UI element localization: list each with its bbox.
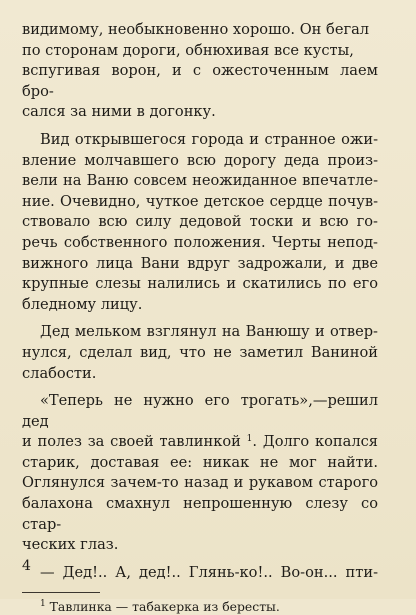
text-line: старик, доставая ее: никак не мог найти. bbox=[22, 453, 378, 471]
text-line: ческих глаз. bbox=[22, 536, 119, 554]
text-line: Дед мельком взглянул на Ванюшу и отвер- bbox=[40, 323, 378, 341]
text-line: сался за ними в догонку. bbox=[22, 103, 216, 121]
text-line: речь собственного положения. Черты непод- bbox=[22, 233, 378, 251]
text-line: Оглянулся зачем-то назад и рукавом старого bbox=[22, 474, 378, 492]
text-line: ствовало всю силу дедовой тоски и всю го- bbox=[22, 213, 378, 231]
paragraph-3 bbox=[22, 322, 378, 384]
text-line: балахона смахнул непрошенную слезу со стар- bbox=[22, 495, 378, 533]
paragraph-1 bbox=[22, 20, 378, 123]
text-line: вспугивая ворон, и с ожесточенным лаем бро- bbox=[22, 62, 378, 100]
text-line-with-footnote bbox=[22, 432, 378, 453]
text-line: по сторонам дороги, обнюхивая все кусты, bbox=[22, 41, 354, 59]
text-line: слабости. bbox=[22, 364, 97, 382]
paragraph-2 bbox=[22, 130, 378, 315]
paragraph-4 bbox=[22, 391, 378, 556]
footnote-marker: 1 bbox=[40, 599, 46, 610]
text-line: ние. Очевидно, чуткое детское сердце почув- bbox=[22, 192, 378, 210]
text-line: вижного лица Вани вдруг задрожали, и две bbox=[22, 254, 378, 272]
text-line: — Дед!.. А, дед!.. Глянь-ко!.. Во-он... пти- bbox=[40, 563, 378, 581]
page-number: 4 bbox=[22, 558, 31, 574]
paragraph-5 bbox=[22, 563, 378, 584]
text-line: бледному лицу. bbox=[22, 295, 143, 313]
footnote bbox=[22, 599, 378, 615]
text-line: видимому, необыкновенно хорошо. Он бегал bbox=[22, 21, 370, 38]
footnote-reference: 1 bbox=[246, 434, 253, 445]
text-line: «Теперь не нужно его трогать»,—решил дед bbox=[22, 392, 378, 430]
text-fragment: . Долго копался bbox=[252, 433, 378, 451]
text-fragment: и полез за своей тавлинкой bbox=[22, 433, 247, 451]
footnote-text: Тавлинка — табакерка из бересты. bbox=[45, 599, 280, 615]
text-line: вели на Ваню совсем неожиданное впечатле- bbox=[22, 172, 378, 190]
text-line: Вид открывшегося города и странное ожи- bbox=[40, 130, 378, 148]
text-line: вление молчавшего всю дорогу деда произ- bbox=[22, 151, 378, 169]
text-line: крупные слезы налились и скатились по его bbox=[22, 275, 378, 293]
text-line: нулся, сделал вид, что не заметил Ваниной bbox=[22, 343, 378, 361]
footnote-divider bbox=[22, 592, 100, 593]
